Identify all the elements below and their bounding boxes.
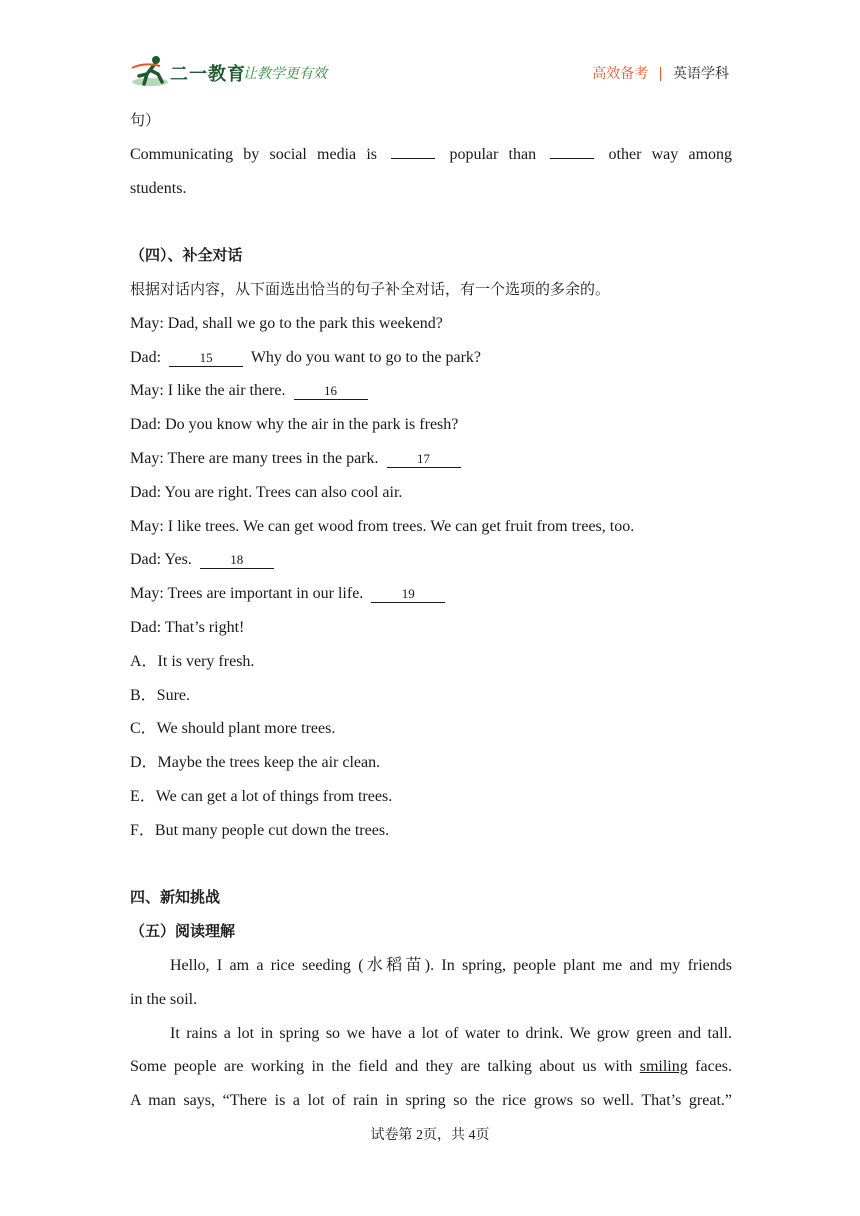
dialogue-line <box>130 341 732 375</box>
section-instruction: 根据对话内容，从下面选出恰当的句子补全对话，有一个选项的多余的。 <box>130 279 611 298</box>
reading-paragraph-line: It rains a lot in spring so we have a lot of water to drink. We grow green and tall. <box>170 1024 732 1042</box>
page-footer: 试卷第 2页，共 4页 <box>370 1128 490 1143</box>
sentence-part: popular than <box>449 145 537 163</box>
dialogue-text: May: I like the air there. <box>130 382 286 400</box>
reading-paragraph-line: in the soil. <box>130 990 198 1008</box>
logo-slogan: 让教学更有效 <box>243 66 327 82</box>
answer-blank-15[interactable]: 15 <box>169 350 243 367</box>
page-content <box>130 104 732 1118</box>
option-d: D．Maybe the trees keep the air clean. <box>130 754 381 772</box>
option-f: F．But many people cut down the trees. <box>130 821 390 839</box>
reading-text: Some people are working in the field and they are talking about us with <box>130 1058 633 1076</box>
dialogue-line <box>130 577 732 611</box>
question-sentence <box>130 138 732 172</box>
dialogue-text: May: Trees are important in our life. <box>130 585 364 603</box>
reading-heading: （五）阅读理解 <box>130 922 236 941</box>
sentence-part: other way among <box>608 145 733 163</box>
dialogue-line: Dad: You are right. Trees can also cool air. <box>130 483 403 501</box>
dialogue-line: Dad: Do you know why the air in the park is fresh? <box>130 416 459 434</box>
header-tag-exam: 高效备考 <box>592 66 649 82</box>
reading-paragraph-line: A man says, “There is a lot of rain in spring so the rice grows so well. That’s great.” <box>130 1092 732 1110</box>
sentence-part: Communicating by social media is <box>130 145 378 163</box>
answer-blank-18[interactable]: 18 <box>200 552 274 569</box>
question-sentence-end: students. <box>130 179 187 197</box>
option-e: E．We can get a lot of things from trees. <box>130 787 393 805</box>
logo <box>130 54 350 90</box>
page-header <box>0 0 860 100</box>
option-c: C．We should plant more trees. <box>130 720 336 738</box>
reading-paragraph-line <box>130 1050 732 1084</box>
dialogue-line: May: Dad, shall we go to the park this weekend? <box>130 314 443 332</box>
reading-paragraph-line: Hello, I am a rice seeding (水稻苗). In spring, people plant me and my friends <box>170 956 732 974</box>
answer-blank[interactable] <box>550 144 594 159</box>
answer-blank-16[interactable]: 16 <box>294 383 368 400</box>
dialogue-text: Why do you want to go to the park? <box>250 348 481 366</box>
underlined-word: smiling <box>639 1058 688 1076</box>
header-tag-separator: | <box>658 66 663 82</box>
dialogue-line <box>130 442 732 476</box>
logo-name: 二一教育 <box>170 64 246 85</box>
section-heading: （四）、补全对话 <box>130 246 243 265</box>
part-heading: 四、新知挑战 <box>130 888 221 907</box>
reading-text: faces. <box>695 1058 733 1076</box>
dialogue-text: May: There are many trees in the park. <box>130 449 379 467</box>
dialogue-text: Dad: Yes. <box>130 551 192 569</box>
dialogue-line <box>130 374 732 408</box>
answer-blank-17[interactable]: 17 <box>387 451 461 468</box>
question-continuation: 句） <box>130 111 161 129</box>
header-subject-tags <box>592 63 729 83</box>
option-a: A．It is very fresh. <box>130 652 255 670</box>
dialogue-line: May: I like trees. We can get wood from trees. We can get fruit from trees, too. <box>130 517 635 535</box>
answer-blank[interactable] <box>391 144 435 159</box>
dialogue-speaker: Dad: <box>130 348 162 366</box>
answer-blank-19[interactable]: 19 <box>371 586 445 603</box>
option-b: B．Sure. <box>130 686 191 704</box>
header-tag-subject: 英语学科 <box>673 66 729 82</box>
runner-logo-icon <box>130 54 172 88</box>
dialogue-line <box>130 543 732 577</box>
dialogue-line: Dad: That’s right! <box>130 618 245 636</box>
